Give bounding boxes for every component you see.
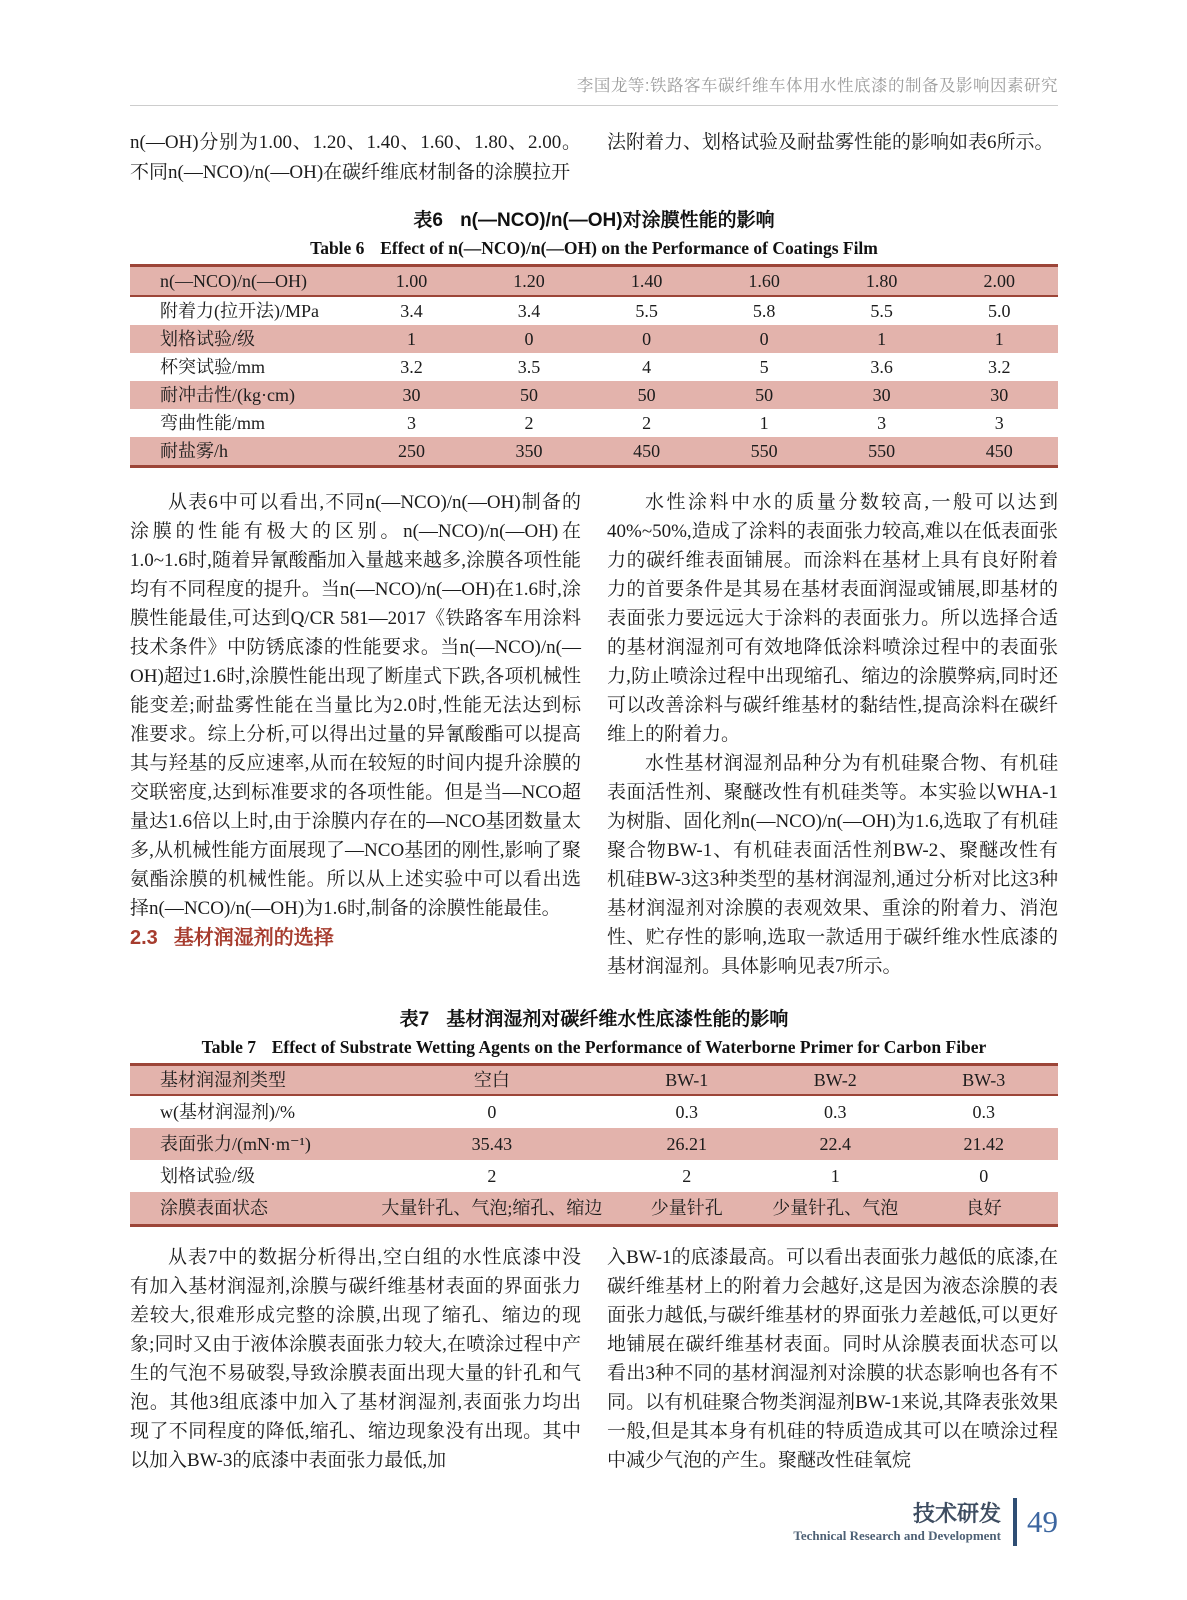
table-cell: 30 — [872, 385, 891, 405]
table-cell: 2 — [524, 413, 534, 433]
table-cell: 3.2 — [400, 357, 423, 377]
table-row — [130, 1128, 1058, 1160]
table-cell: 0 — [759, 329, 769, 349]
table-cell: 1 — [759, 413, 769, 433]
footer-section-en: Technical Research and Development — [793, 1527, 1001, 1543]
table6 — [130, 264, 1058, 468]
table-cell: 3.4 — [400, 301, 423, 321]
table-row — [130, 353, 1058, 381]
row-label: w(基材润湿剂)/% — [160, 1102, 295, 1122]
table-cell: 0 — [487, 1102, 497, 1122]
table-cell: 3 — [877, 413, 887, 433]
table-cell: 450 — [985, 441, 1013, 461]
table-cell: 3.6 — [870, 357, 893, 377]
footer-section-cn: 技术研发 — [912, 1500, 1001, 1526]
table-cell: 0.3 — [972, 1102, 995, 1122]
table-cell: 3 — [994, 413, 1004, 433]
column-header: 2.00 — [940, 266, 1058, 297]
row-label: 划格试验/级 — [160, 1166, 256, 1186]
table-cell: 1 — [994, 329, 1004, 349]
table-cell: 30 — [990, 385, 1009, 405]
table-cell: 26.21 — [666, 1134, 708, 1154]
column-header: 1.20 — [470, 266, 588, 297]
body-paragraph: 从表7中的数据分析得出,空白组的水性底漆中没有加入基材润湿剂,涂膜与碳纤维基材表面的界面张力差较大,很难形成完整的涂膜,出现了缩孔、缩边的现象;同时又由于液体涂膜表面张力较大,在喷涂过程中产生的气泡不易破裂,导致涂膜表面出现大量的针孔和气泡。其他3组底漆中加入了基材润湿剂,表面张力均出现了不同程度的降低,缩孔、缩边现象没有出现。其中以加入BW-3的底漆中表面张力最低,加 — [130, 1247, 581, 1471]
table6-title-en: Effect of n(—NCO)/n(—OH) on the Performance of Coatings Film — [380, 238, 878, 258]
column-header: BW-2 — [761, 1065, 909, 1096]
footer-divider-bar — [1013, 1498, 1017, 1546]
page-footer — [793, 1498, 1058, 1546]
main-left-column — [130, 488, 581, 981]
row-label: 耐盐雾/h — [160, 441, 229, 461]
row-label: 弯曲性能/mm — [160, 413, 266, 433]
table7-label-en: Table 7 — [201, 1037, 256, 1057]
table-row — [130, 381, 1058, 409]
table-cell: 0 — [979, 1166, 989, 1186]
body-paragraph: 入BW-1的底漆最高。可以看出表面张力越低的底漆,在碳纤维基材上的附着力会越好,这是因为液态涂膜的表面张力越低,与碳纤维基材的界面张力差越低,可以更好地铺展在碳纤维基材表面。同时从涂膜表面状态可以看出3种不同的基材润湿剂对涂膜的状态影响也各有不同。以有机硅聚合物类润湿剂BW-1来说,其降表张效果一般,但是其本身有机硅的特质造成其可以在喷涂过程中减少气泡的产生。聚醚改性硅氧烷 — [607, 1247, 1058, 1471]
running-head: 李国龙等:铁路客车碳纤维车体用水性底漆的制备及影响因素研究 — [576, 77, 1058, 95]
table-cell: 少量针孔、气泡 — [772, 1198, 899, 1218]
table-cell: 50 — [755, 385, 774, 405]
table-cell: 21.42 — [963, 1134, 1004, 1154]
column-header: 1.00 — [353, 266, 471, 297]
table-row — [130, 1160, 1058, 1192]
table-cell: 1 — [406, 329, 416, 349]
table6-label-en: Table 6 — [310, 238, 365, 258]
bottom-right-column — [607, 1243, 1058, 1475]
section-title: 基材润湿剂的选择 — [173, 927, 334, 949]
table-cell: 2 — [487, 1166, 497, 1186]
table-cell: 3.5 — [517, 357, 541, 377]
table-row — [130, 1192, 1058, 1226]
header-divider — [130, 105, 1058, 106]
table-header-row — [130, 1065, 1058, 1096]
bottom-text-section — [130, 1243, 1058, 1475]
bottom-left-column — [130, 1243, 581, 1475]
intro-paragraph-left: n(—OH)分别为1.00、1.20、1.40、1.60、1.80、2.00。不同n(—NCO)/n(—OH)在碳纤维底材制备的涂膜拉开 — [130, 132, 581, 183]
table-cell: 3 — [406, 413, 416, 433]
table-header-row — [130, 266, 1058, 297]
table-cell: 0.3 — [675, 1102, 699, 1122]
main-right-column — [607, 488, 1058, 981]
row-label-header: n(—NCO)/n(—OH) — [130, 266, 353, 297]
row-label: 划格试验/级 — [160, 329, 256, 349]
table-cell: 少量针孔 — [650, 1198, 723, 1218]
intro-paragraph-right: 法附着力、划格试验及耐盐雾性能的影响如表6所示。 — [607, 132, 1054, 153]
table-cell: 0 — [642, 329, 652, 349]
table-cell: 550 — [750, 441, 778, 461]
section-heading — [130, 925, 581, 951]
footer-text — [793, 1501, 1001, 1544]
table-row — [130, 437, 1058, 467]
table-row — [130, 409, 1058, 437]
table-cell: 2 — [682, 1166, 692, 1186]
intro-section — [130, 128, 1058, 188]
table6-title-cn: n(—NCO)/n(—OH)对涂膜性能的影响 — [460, 210, 775, 231]
table6-caption-en — [130, 236, 1058, 260]
table-cell: 550 — [868, 441, 896, 461]
table7-caption-cn — [130, 1007, 1058, 1033]
table-cell: 5.8 — [752, 301, 776, 321]
table-cell: 1 — [877, 329, 887, 349]
page-number: 49 — [1027, 1504, 1058, 1539]
table-cell: 50 — [637, 385, 656, 405]
row-label: 表面张力/(mN·m⁻¹) — [160, 1134, 311, 1154]
body-paragraph: 水性基材润湿剂品种分为有机硅聚合物、有机硅表面活性剂、聚醚改性有机硅类等。本实验以WHA-1为树脂、固化剂n(—NCO)/n(—OH)为1.6,选取了有机硅聚合物BW-1、有机硅表面活性剂BW-2、聚醚改性有机硅BW-3这3种类型的基材润湿剂,通过分析对比这3种基材润湿剂对涂膜的表观效果、重涂的附着力、消泡性、贮存性的影响,选取一款适用于碳纤维水性底漆的基材润湿剂。具体影响见表7所示。 — [607, 753, 1058, 977]
table7 — [130, 1063, 1058, 1227]
table-row — [130, 296, 1058, 325]
table-cell: 250 — [397, 441, 425, 461]
table-cell: 50 — [520, 385, 539, 405]
table-cell: 5.5 — [635, 301, 658, 321]
table6-caption-cn — [130, 208, 1058, 234]
table-row — [130, 1095, 1058, 1128]
table-cell: 3.2 — [987, 357, 1011, 377]
table-cell: 大量针孔、气泡;缩孔、缩边 — [381, 1198, 603, 1218]
row-label: 耐冲击性/(kg·cm) — [160, 385, 295, 405]
table-cell: 4 — [642, 357, 652, 377]
row-label-header: 基材润湿剂类型 — [130, 1065, 371, 1096]
table-cell: 35.43 — [471, 1134, 513, 1154]
table6-label-cn: 表6 — [413, 210, 443, 231]
table-cell: 30 — [402, 385, 421, 405]
table-cell: 良好 — [965, 1198, 1002, 1218]
column-header: BW-3 — [910, 1065, 1059, 1096]
row-label: 杯突试验/mm — [160, 357, 266, 377]
column-header: 1.80 — [823, 266, 941, 297]
column-header: 空白 — [371, 1065, 612, 1096]
main-text-section — [130, 488, 1058, 981]
table7-caption-en — [130, 1035, 1058, 1059]
table-cell: 0.3 — [824, 1102, 847, 1122]
table-cell: 350 — [515, 441, 543, 461]
table-cell: 5 — [759, 357, 769, 377]
table-cell: 22.4 — [819, 1134, 851, 1154]
body-paragraph: 水性涂料中水的质量分数较高,一般可以达到40%~50%,造成了涂料的表面张力较高,难以在低表面张力的碳纤维表面铺展。而涂料在基材上具有良好附着力的首要条件是其易在基材表面润湿或铺展,即基材的表面张力要远远大于涂料的表面张力。所以选择合适的基材润湿剂可有效地降低涂料喷涂过程中的表面张力,防止喷涂过程中出现缩孔、缩边的涂膜弊病,同时还可以改善涂料与碳纤维基材的黏结性,提高涂料在碳纤维上的附着力。 — [607, 492, 1058, 745]
table-cell: 0 — [524, 329, 534, 349]
body-paragraph: 从表6中可以看出,不同n(—NCO)/n(—OH)制备的涂膜的性能有极大的区别。n(—NCO)/n(—OH)在1.0~1.6时,随着异氰酸酯加入量越来越多,涂膜各项性能均有不同程度的提升。当n(—NCO)/n(—OH)在1.6时,涂膜性能最佳,可达到Q/CR 581—2017《铁路客车用涂料技术条件》中防锈底漆的性能要求。当n(—NCO)/n(—OH)超过1.6时,涂膜性能出现了断崖式下跌,各项机械性能变差;耐盐雾性能在当量比为2.0时,性能无法达到标准要求。综上分析,可以得出过量的异氰酸酯可以提高其与羟基的反应速率,从而在较短的时间内提升涂膜的交联密度,达到标准要求的各项性能。但是当—NCO超量达1.6倍以上时,由于涂膜内存在的—NCO基团数量太多,从机械性能方面展现了—NCO基团的刚性,影响了聚氨酯涂膜的机械性能。所以从上述实验中可以看出选择n(—NCO)/n(—OH)为1.6时,制备的涂膜性能最佳。 — [130, 492, 581, 919]
table-cell: 450 — [633, 441, 661, 461]
table7-title-cn: 基材润湿剂对碳纤维水性底漆性能的影响 — [446, 1009, 789, 1030]
column-header: 1.40 — [588, 266, 706, 297]
table-cell: 5.0 — [987, 301, 1011, 321]
table-cell: 5.5 — [870, 301, 893, 321]
table7-label-cn: 表7 — [399, 1009, 430, 1030]
column-header: BW-1 — [613, 1065, 761, 1096]
row-label: 涂膜表面状态 — [160, 1198, 268, 1218]
column-header: 1.60 — [705, 266, 823, 297]
section-number: 2.3 — [130, 927, 158, 949]
row-label: 附着力(拉开法)/MPa — [160, 301, 319, 321]
table7-title-en: Effect of Substrate Wetting Agents on the Performance of Waterborne Primer for Carbon Fiber — [271, 1037, 987, 1057]
table-row — [130, 325, 1058, 353]
table-cell: 1 — [830, 1166, 840, 1186]
table-cell: 2 — [642, 413, 652, 433]
table-cell: 3.4 — [517, 301, 541, 321]
